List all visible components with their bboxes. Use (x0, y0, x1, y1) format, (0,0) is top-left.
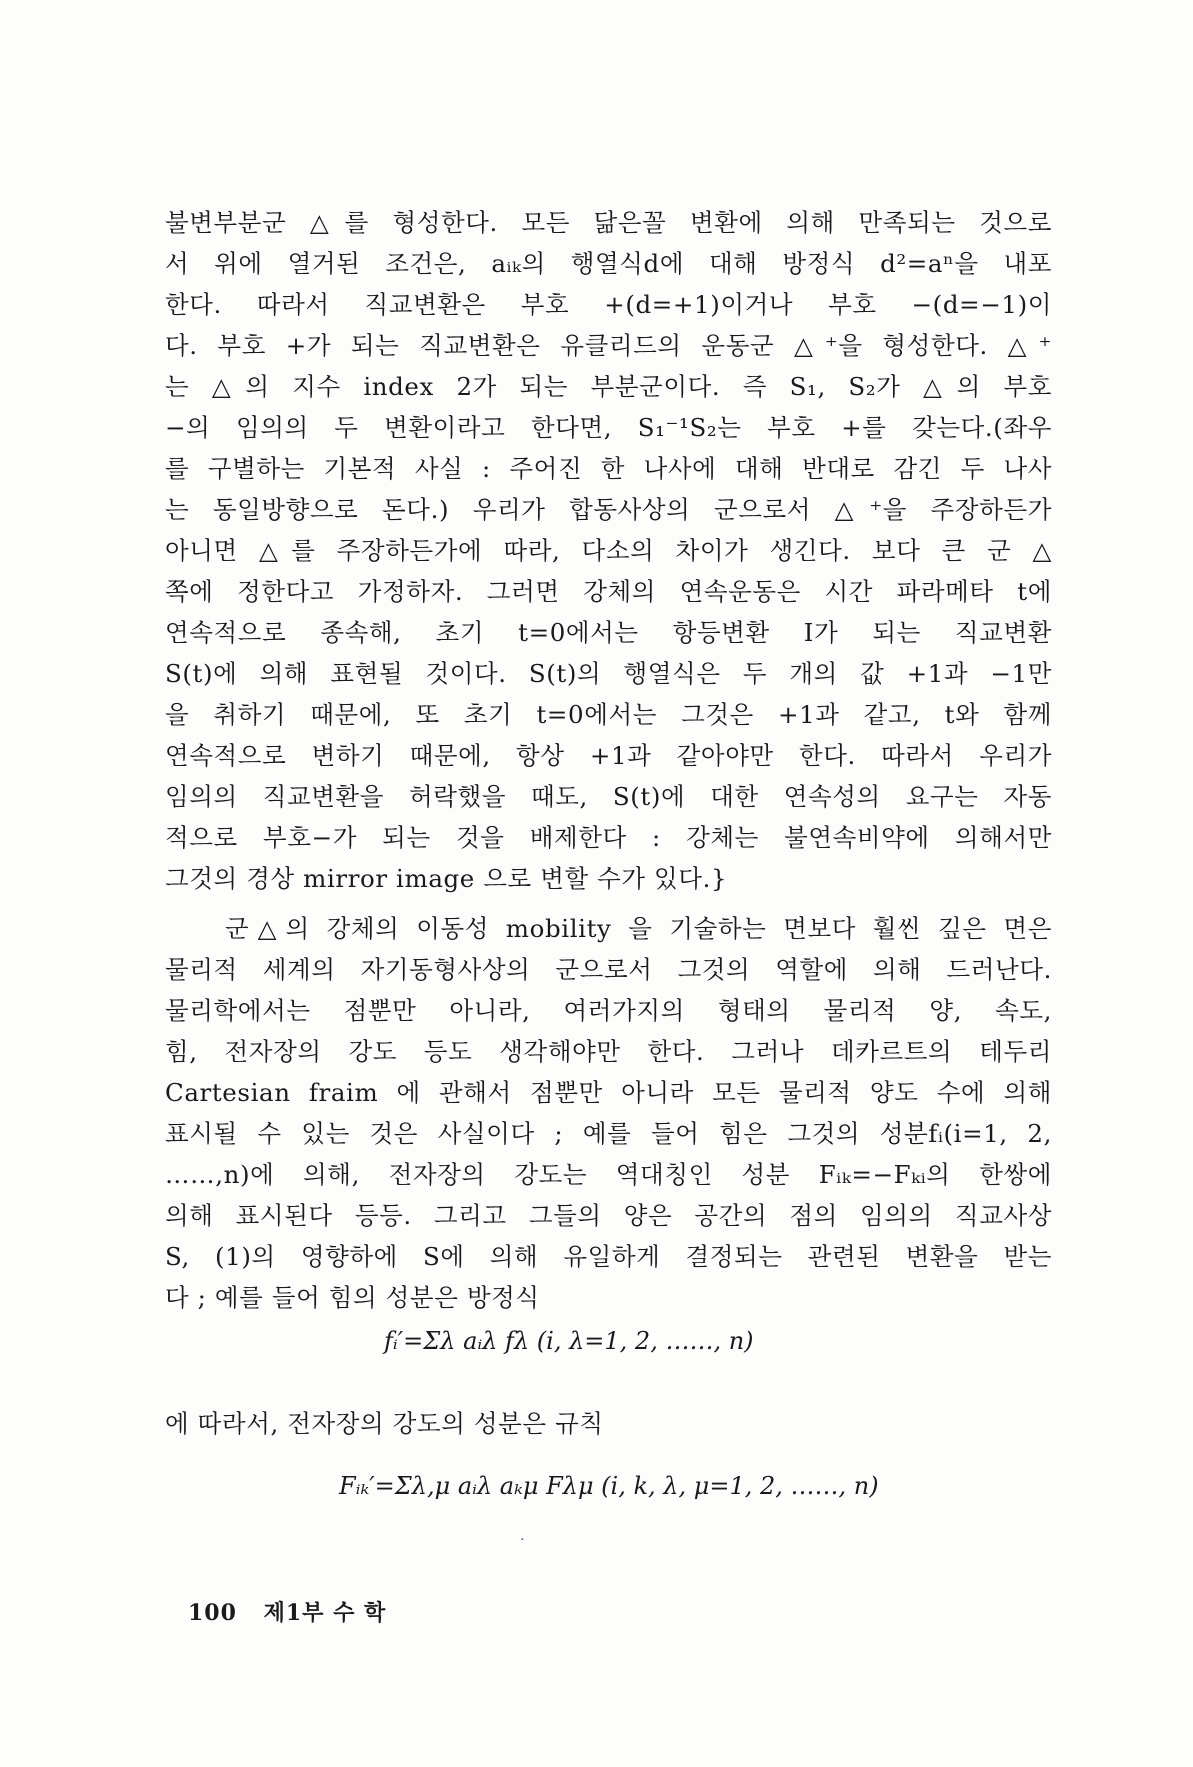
text-line: 서 위에 열거된 조건은, aᵢₖ의 행열식d에 대해 방정식 d²=aⁿ을 내포 (165, 249, 1052, 278)
page-footer (188, 1596, 386, 1627)
text-line: Cartesian fraim 에 관해서 점뿐만 아니라 모든 물리적 양도 수에 의해 (165, 1078, 1052, 1107)
text-line: 연속적으로 종속해, 초기 t=0에서는 항등변환 I가 되는 직교변환 (165, 618, 1052, 647)
text-line: S, (1)의 영향하에 S에 의해 유일하게 결정되는 관련된 변환을 받는 (165, 1242, 1052, 1271)
text-line: 다 ; 예를 들어 힘의 성분은 방정식 (165, 1283, 540, 1312)
connector-text: 에 따라서, 전자장의 강도의 성분은 규칙 (165, 1409, 604, 1438)
text-line: 물리학에서는 점뿐만 아니라, 여러가지의 형태의 물리적 양, 속도, (165, 996, 1052, 1025)
text-line: 를 구별하는 기본적 사실 : 주어진 한 나사에 대해 반대로 감긴 두 나사 (165, 454, 1052, 483)
text-line: −의 임의의 두 변환이라고 한다면, S₁⁻¹S₂는 부호 +를 갖는다.(좌우 (165, 413, 1052, 442)
text-line: 힘, 전자장의 강도 등도 생각해야만 한다. 그러나 데카르트의 테두리 (165, 1037, 1052, 1066)
text-line: S(t)에 의해 표현될 것이다. S(t)의 행열식은 두 개의 값 +1과 −1만 (165, 659, 1052, 688)
text-line: 을 취하기 때문에, 또 초기 t=0에서는 그것은 +1과 같고, t와 함께 (165, 700, 1052, 729)
text-line: 군△의 강체의 이동성 mobility 을 기술하는 면보다 훨씬 깊은 면은 (225, 914, 1052, 943)
equation-field-transform: Fᵢₖ′=Σλ,μ aᵢλ aₖμ Fλμ (i, k, λ, μ=1, 2, ……, n) (339, 1472, 879, 1500)
text-line: 적으로 부호−가 되는 것을 배제한다 : 강체는 불연속비약에 의해서만 (165, 823, 1052, 852)
text-line: 아니면 △를 주장하든가에 따라, 다소의 차이가 생긴다. 보다 큰 군 △ (165, 536, 1052, 565)
text-line: 임의의 직교변환을 허락했을 때도, S(t)에 대한 연속성의 요구는 자동 (165, 782, 1052, 811)
text-line: 물리적 세계의 자기동형사상의 군으로서 그것의 역할에 의해 드러난다. (165, 955, 1052, 984)
text-line: 표시될 수 있는 것은 사실이다 ; 예를 들어 힘은 그것의 성분fᵢ(i=1, 2, (165, 1119, 1052, 1148)
paragraph-2 (165, 908, 1052, 1318)
text-line: 한다. 따라서 직교변환은 부호 +(d=+1)이거나 부호 −(d=−1)이 (165, 290, 1052, 319)
text-line: 는 동일방향으로 돈다.) 우리가 합동사상의 군으로서 △⁺을 주장하든가 (165, 495, 1052, 524)
text-line: 연속적으로 변하기 때문에, 항상 +1과 같아야만 한다. 따라서 우리가 (165, 741, 1052, 770)
text-line: 쪽에 정한다고 가정하자. 그러면 강체의 연속운동은 시간 파라메타 t에 (165, 577, 1052, 606)
paragraph-1 (165, 202, 1052, 899)
text-line: 는 △의 지수 index 2가 되는 부분군이다. 즉 S₁, S₂가 △의 부호 (165, 372, 1052, 401)
equation-force-transform: fᵢ′=Σλ aᵢλ fλ (i, λ=1, 2, ……, n) (384, 1327, 754, 1355)
text-line: 다. 부호 +가 되는 직교변환은 유클리드의 운동군 △⁺을 형성한다. △⁺ (165, 331, 1052, 360)
decorative-dot: · (520, 1532, 525, 1548)
text-line: 불변부분군 △를 형성한다. 모든 닮은꼴 변환에 의해 만족되는 것으로 (165, 208, 1052, 237)
text-line: 의해 표시된다 등등. 그리고 그들의 양은 공간의 점의 임의의 직교사상 (165, 1201, 1052, 1230)
section-label: 제1부 수 학 (263, 1600, 387, 1626)
text-line: 그것의 경상 mirror image 으로 변할 수가 있다.} (165, 864, 728, 893)
text-line: ……,n)에 의해, 전자장의 강도는 역대칭인 성분 Fᵢₖ=−Fₖᵢ의 한쌍에 (165, 1160, 1052, 1189)
page-number: 100 (188, 1600, 237, 1626)
